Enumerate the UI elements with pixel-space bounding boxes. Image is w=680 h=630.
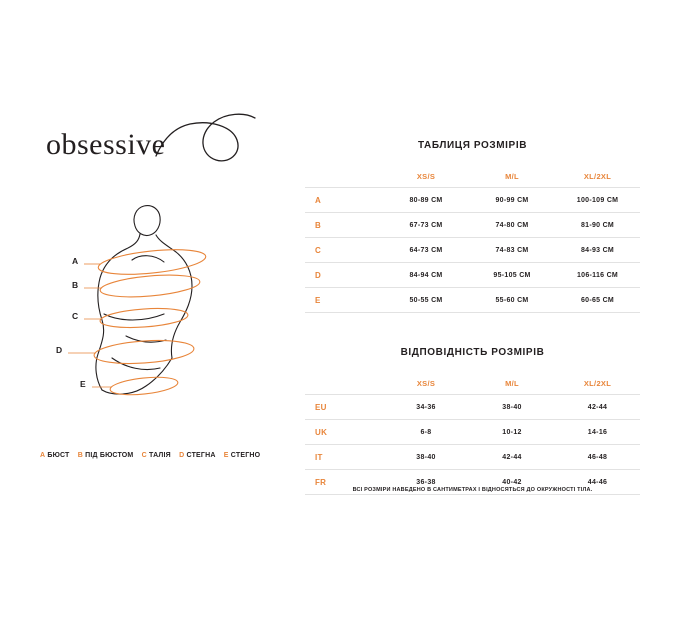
size-table-col-0 (305, 165, 383, 188)
size-cell-c-xl2xl: 84-93 СМ (555, 238, 640, 263)
legend-value-b: ПІД БЮСТОМ (85, 452, 134, 459)
conversion-cell-it-xl2xl: 46-48 (555, 445, 640, 470)
conversion-table-col-3: XL/2XL (555, 372, 640, 395)
size-cell-d-ml: 95-105 СМ (469, 263, 555, 288)
conversion-cell-fr-xl2xl: 44-46 (555, 470, 640, 495)
conversion-table (305, 372, 640, 495)
figure-legend (40, 452, 295, 459)
size-cell-e-ml: 55-60 СМ (469, 288, 555, 313)
size-cell-c-xss: 64-73 СМ (383, 238, 469, 263)
legend-value-a: БЮСТ (47, 452, 70, 459)
size-table-title: ТАБЛИЦЯ РОЗМІРІВ (417, 140, 528, 151)
size-cell-b-xss: 67-73 СМ (383, 213, 469, 238)
size-cell-d-xss: 84-94 СМ (383, 263, 469, 288)
conversion-cell-eu-xl2xl: 42-44 (555, 395, 640, 420)
figure-label-a: A (72, 256, 79, 266)
size-cell-a-xl2xl: 100-109 СМ (555, 188, 640, 213)
conversion-row-label-uk: UK (305, 420, 383, 445)
size-cell-a-xss: 80-89 СМ (383, 188, 469, 213)
size-row-label-d: D (305, 263, 383, 288)
conversion-cell-fr-ml: 40-42 (469, 470, 555, 495)
size-table-col-3: XL/2XL (555, 165, 640, 188)
conversion-cell-it-xss: 38-40 (383, 445, 469, 470)
conversion-row-label-fr: FR (305, 470, 383, 495)
legend-value-c: ТАЛІЯ (149, 452, 171, 459)
footnote: ВСІ РОЗМІРИ НАВЕДЕНО В САНТИМЕТРАХ І ВІДНОСЯТЬСЯ ДО ОКРУЖНОСТІ ТІЛА. (352, 487, 593, 493)
figure-label-b: B (72, 280, 79, 290)
figure-label-d: D (56, 345, 63, 355)
size-cell-b-ml: 74-80 СМ (469, 213, 555, 238)
conversion-row-label-it: IT (305, 445, 383, 470)
conversion-cell-uk-ml: 10-12 (469, 420, 555, 445)
legend-key-b: B (77, 452, 83, 459)
size-row-label-a: A (305, 188, 383, 213)
conversion-cell-eu-ml: 38-40 (469, 395, 555, 420)
brand-name: obsessive (46, 128, 166, 161)
conversion-cell-eu-xss: 34-36 (383, 395, 469, 420)
size-cell-d-xl2xl: 106-116 СМ (555, 263, 640, 288)
figure-svg (40, 190, 290, 420)
conversion-table-col-1: XS/S (383, 372, 469, 395)
conversion-table-col-0 (305, 372, 383, 395)
legend-key-d: D (179, 452, 185, 459)
brand-logo (40, 120, 290, 180)
conversion-table-title: ВІДПОВІДНІСТЬ РОЗМІРІВ (400, 347, 545, 358)
size-row-label-c: C (305, 238, 383, 263)
table-row (305, 395, 640, 420)
size-cell-a-ml: 90-99 СМ (469, 188, 555, 213)
table-row (305, 263, 640, 288)
size-cell-e-xl2xl: 60-65 СМ (555, 288, 640, 313)
table-row (305, 420, 640, 445)
legend-value-d: СТЕГНА (186, 452, 216, 459)
conversion-table-col-2: M/L (469, 372, 555, 395)
table-row (305, 238, 640, 263)
body-figure-diagram (40, 190, 290, 420)
conversion-table-header-row (305, 372, 640, 395)
table-row (305, 188, 640, 213)
size-table-col-2: M/L (469, 165, 555, 188)
conversion-cell-uk-xss: 6-8 (383, 420, 469, 445)
legend-key-a: A (40, 452, 46, 459)
table-separator (305, 313, 640, 347)
conversion-cell-it-ml: 42-44 (469, 445, 555, 470)
size-table (305, 165, 640, 313)
left-column (40, 120, 290, 420)
figure-label-c: C (72, 311, 79, 321)
size-cell-b-xl2xl: 81-90 СМ (555, 213, 640, 238)
table-row (305, 213, 640, 238)
conversion-cell-fr-xss: 36-38 (383, 470, 469, 495)
table-row (305, 445, 640, 470)
conversion-cell-uk-xl2xl: 14-16 (555, 420, 640, 445)
size-cell-e-xss: 50-55 СМ (383, 288, 469, 313)
figure-label-e: E (80, 379, 86, 389)
size-table-header-row (305, 165, 640, 188)
size-table-col-1: XS/S (383, 165, 469, 188)
legend-key-e: E (223, 452, 229, 459)
legend-value-e: СТЕГНО (230, 452, 261, 459)
legend-key-c: C (141, 452, 147, 459)
conversion-row-label-eu: EU (305, 395, 383, 420)
table-row (305, 288, 640, 313)
right-column (305, 140, 640, 495)
size-row-label-e: E (305, 288, 383, 313)
size-row-label-b: B (305, 213, 383, 238)
size-cell-c-ml: 74-83 СМ (469, 238, 555, 263)
